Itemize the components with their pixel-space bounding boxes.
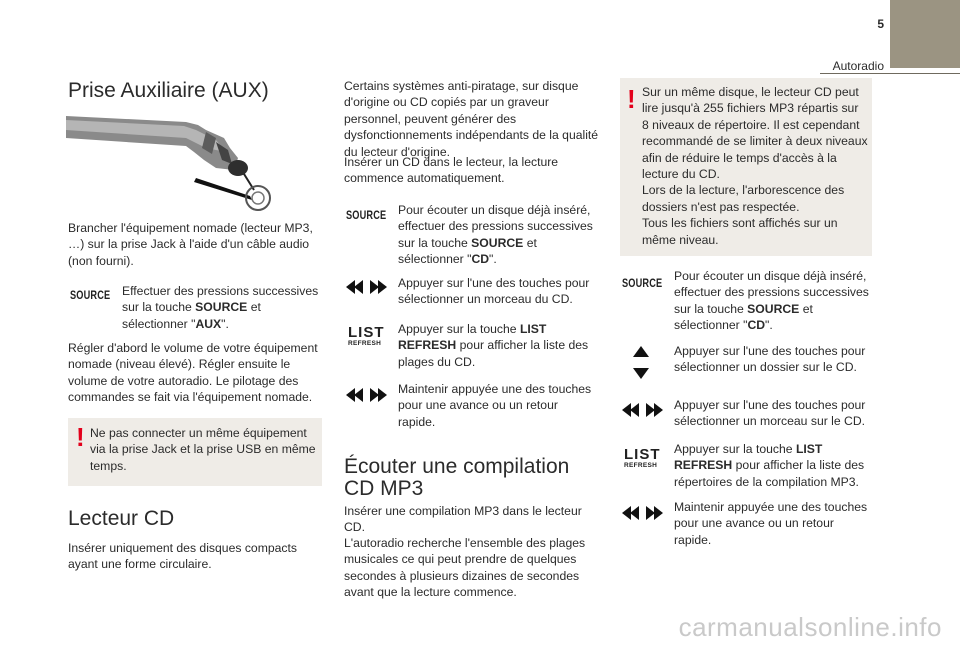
header-rule [820, 73, 960, 74]
cd-paragraph: Insérer uniquement des disques compacts ayant une forme circulaire. [68, 541, 297, 572]
title-aux: Prise Auxiliaire (AUX) [68, 79, 269, 102]
cd-instruction-1: Pour écouter un disque déjà inséré, effectuer des pressions successives sur la touche SOURCE et sélectionner "CD". [398, 203, 593, 267]
aux-paragraph-2: Régler d'abord le volume de votre équipement nomade (niveau élevé). Régler ensuite le volume de votre autoradio. Le pilotage des commandes se fait via l'équipement nomade. [68, 341, 318, 405]
note-box-aux [68, 418, 322, 486]
corner-tab [890, 0, 960, 68]
cd-instruction-2: Appuyer sur l'une des touches pour sélectionner un morceau du CD. [398, 276, 590, 307]
title-mp3: Écouter une compilation CD MP3 [344, 455, 570, 500]
prev-next-icon [346, 280, 388, 294]
list-refresh-icon: LIST REFRESH [348, 324, 385, 347]
source-button-icon: SOURCE [346, 210, 387, 222]
mp3-instruction-4: Appuyer sur la touche LIST REFRESH pour afficher la liste des répertoires de la compilation MP3. [674, 442, 865, 489]
title-cd: Lecteur CD [68, 507, 175, 530]
up-down-icon [632, 346, 650, 380]
aux-step: Effectuer des pressions successives sur la touche SOURCE et sélectionner "AUX". [122, 284, 319, 331]
mp3-instruction-2: Appuyer sur l'une des touches pour sélectionner un dossier sur le CD. [674, 344, 866, 375]
mp3-paragraph-1: Insérer une compilation MP3 dans le lecteur CD. [344, 504, 582, 535]
cd-instruction-3: Appuyer sur la touche LIST REFRESH pour afficher la liste des plages du CD. [398, 322, 589, 369]
fast-forward-rewind-icon [346, 388, 388, 402]
mp3-instruction-5: Maintenir appuyée une des touches pour une avance ou un retour rapide. [674, 500, 868, 547]
note-text: Sur un même disque, le lecteur CD peut lire jusqu'à 255 fichiers MP3 répartis sur 8 niveaux de répertoire. Il est cependant recommandé de se limiter à deux niveaux afin de réduire le temps d'accès à la lecture du CD. Lors de la lecture, l'arborescence des dossiers n'est pas respectée. Tous les fichiers sont affichés sur un même niveau. [642, 85, 868, 247]
mp3-instruction-3: Appuyer sur l'une des touches pour sélectionner un morceau sur le CD. [674, 398, 866, 429]
cd-instruction-4: Maintenir appuyée une des touches pour une avance ou un retour rapide. [398, 382, 592, 429]
aux-paragraph-1: Brancher l'équipement nomade (lecteur MP3, …) sur la prise Jack à l'aide d'un câble audio (non fourni). [68, 221, 313, 268]
page-number: 5 [877, 17, 884, 31]
fast-forward-rewind-icon [622, 506, 664, 520]
insert-cd-paragraph: Insérer un CD dans le lecteur, la lecture commence automatiquement. [344, 155, 559, 186]
warning-icon: ! [627, 84, 636, 114]
source-button-icon: SOURCE [70, 290, 111, 302]
note-text: Ne pas connecter un même équipement via la prise Jack et la prise USB en même temps. [90, 426, 316, 473]
list-refresh-icon: LIST REFRESH [624, 446, 661, 469]
warning-icon: ! [76, 422, 85, 452]
mp3-paragraph-2: L'autoradio recherche l'ensemble des plages musicales ce qui peut prendre de quelques secondes à plusieurs dizaines de secondes avant que la lecture commence. [344, 536, 586, 600]
watermark: carmanualsonline.info [678, 612, 942, 642]
section-title: Autoradio [832, 59, 884, 73]
note-box-mp3 [620, 78, 872, 256]
mp3-instruction-1: Pour écouter un disque déjà inséré, effectuer des pressions successives sur la touche SOURCE et sélectionner "CD". [674, 269, 869, 333]
prev-next-icon [622, 403, 664, 417]
anti-piracy-paragraph: Certains systèmes anti-piratage, sur disque d'origine ou CD copiés par un graveur personnel, peuvent générer des dysfonctionnements indépendants de la qualité du lecteur d'origine. [344, 79, 599, 159]
source-button-icon: SOURCE [622, 278, 663, 290]
jack-plug-illustration [66, 108, 276, 218]
